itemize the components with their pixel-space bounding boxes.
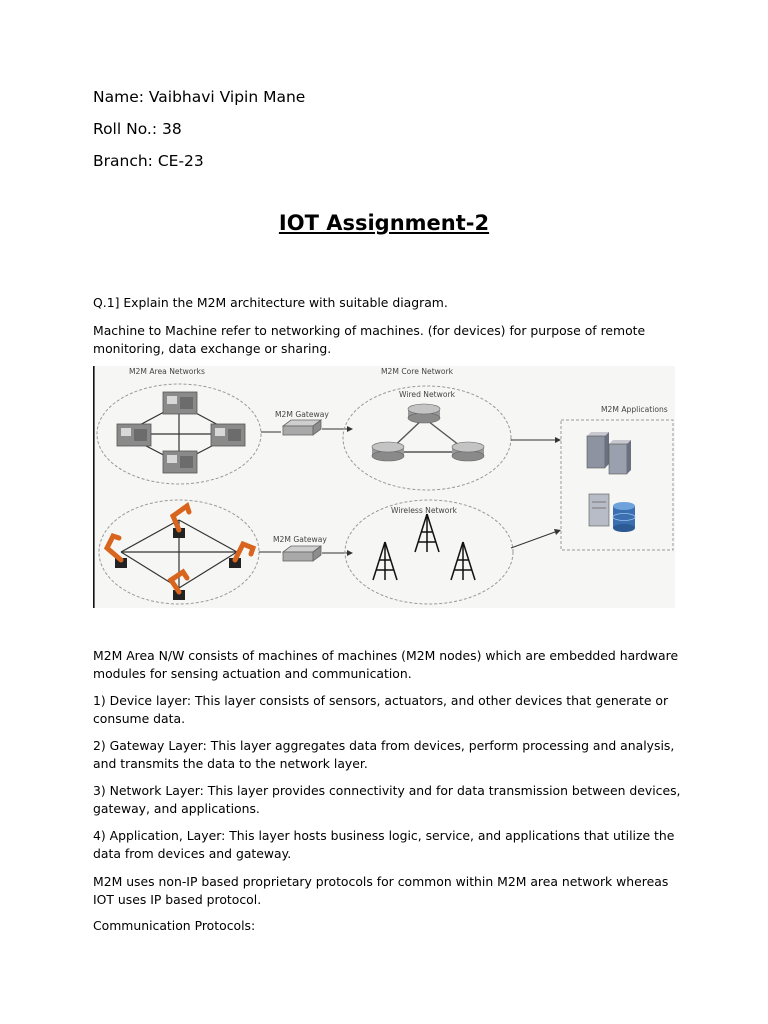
router-icon	[452, 442, 484, 461]
applications-label: M2M Applications	[601, 405, 668, 414]
gateway-top-label: M2M Gateway	[275, 410, 329, 419]
protocols-paragraph: M2M uses non-IP based proprietary protocols for common within M2M area network whereas IOT uses IP based protocol.	[93, 874, 669, 907]
router-icon	[408, 404, 440, 423]
application-layer-paragraph: 4) Application, Layer: This layer hosts business logic, service, and applications that utilize the data from devices and gateway.	[93, 828, 675, 861]
area-networks-label: M2M Area Networks	[129, 367, 205, 376]
intro-paragraph: Machine to Machine refer to networking of machines. (for devices) for purpose of remote monitoring, data exchange or sharing.	[93, 323, 646, 356]
m2m-architecture-diagram	[93, 366, 675, 608]
network-layer-paragraph: 3) Network Layer: This layer provides connectivity and for data transmission between devices, gateway, and applications.	[93, 783, 681, 816]
branch: Branch: CE-23	[93, 152, 204, 170]
communication-protocols-heading: Communication Protocols:	[93, 918, 256, 933]
student-name: Name: Vaibhavi Vipin Mane	[93, 88, 306, 106]
machine-icon	[117, 424, 151, 446]
document-title: IOT Assignment-2	[278, 211, 490, 235]
machine-icon	[163, 451, 197, 473]
gateway-bottom-label: M2M Gateway	[273, 535, 327, 544]
roll-number: Roll No.: 38	[93, 120, 182, 138]
question-text: Q.1] Explain the M2M architecture with suitable diagram.	[93, 295, 448, 310]
area-network-paragraph: M2M Area N/W consists of machines of machines (M2M nodes) which are embedded hardware modules for sensing actuation and communication.	[93, 648, 679, 681]
wired-network-label: Wired Network	[399, 390, 456, 399]
machine-icon	[211, 424, 245, 446]
gateway-layer-paragraph: 2) Gateway Layer: This layer aggregates data from devices, perform processing and analysis, and transmits the data to the network layer.	[93, 738, 675, 771]
machine-icon	[163, 392, 197, 414]
router-icon	[372, 442, 404, 461]
device-layer-paragraph: 1) Device layer: This layer consists of sensors, actuators, and other devices that generate or consume data.	[93, 693, 669, 726]
core-network-label: M2M Core Network	[381, 367, 454, 376]
gateway-icon	[283, 420, 321, 435]
wireless-network-label: Wireless Network	[391, 506, 457, 515]
gateway-icon	[283, 546, 321, 561]
